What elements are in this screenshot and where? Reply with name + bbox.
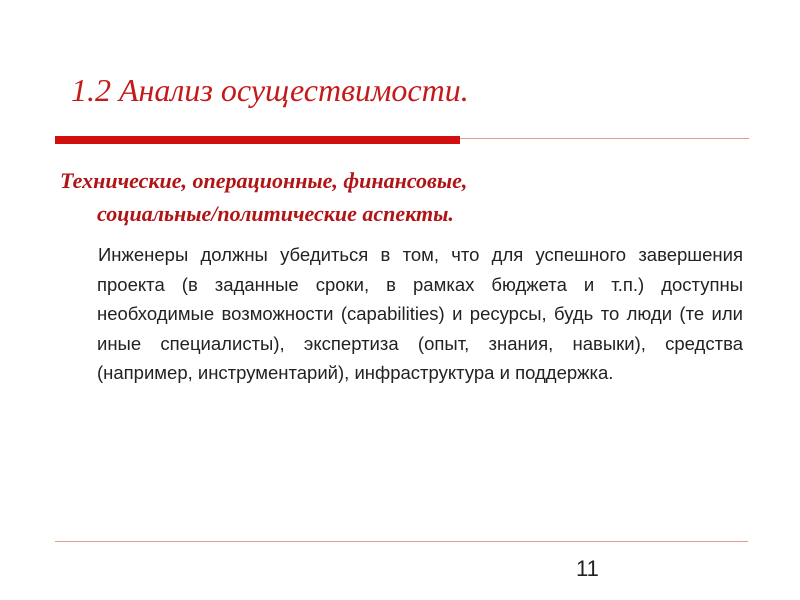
title-thin-rule [460,138,749,139]
page-number: 11 [576,556,599,581]
slide-title: 1.2 Анализ осуществимости. [71,72,469,108]
subheading [60,164,660,230]
subheading-line-2: социальные/политические аспекты. [97,201,454,226]
title-accent-rule [55,136,460,144]
subheading-line-1: Технические, операционные, финансовые, [60,168,468,193]
footer-rule [55,541,748,542]
body-paragraph: Инженеры должны убедиться в том, что для успешного завершения проекта (в заданные сроки, в рамках бюджета и т.п.) доступны необходимые возможности (capabilities) и ресурсы, будь то люди (те или иные специалисты), экспертиза (опыт, знания, навыки), средства (например, инструментарий), инфраструктура и поддержка. [97,244,743,383]
